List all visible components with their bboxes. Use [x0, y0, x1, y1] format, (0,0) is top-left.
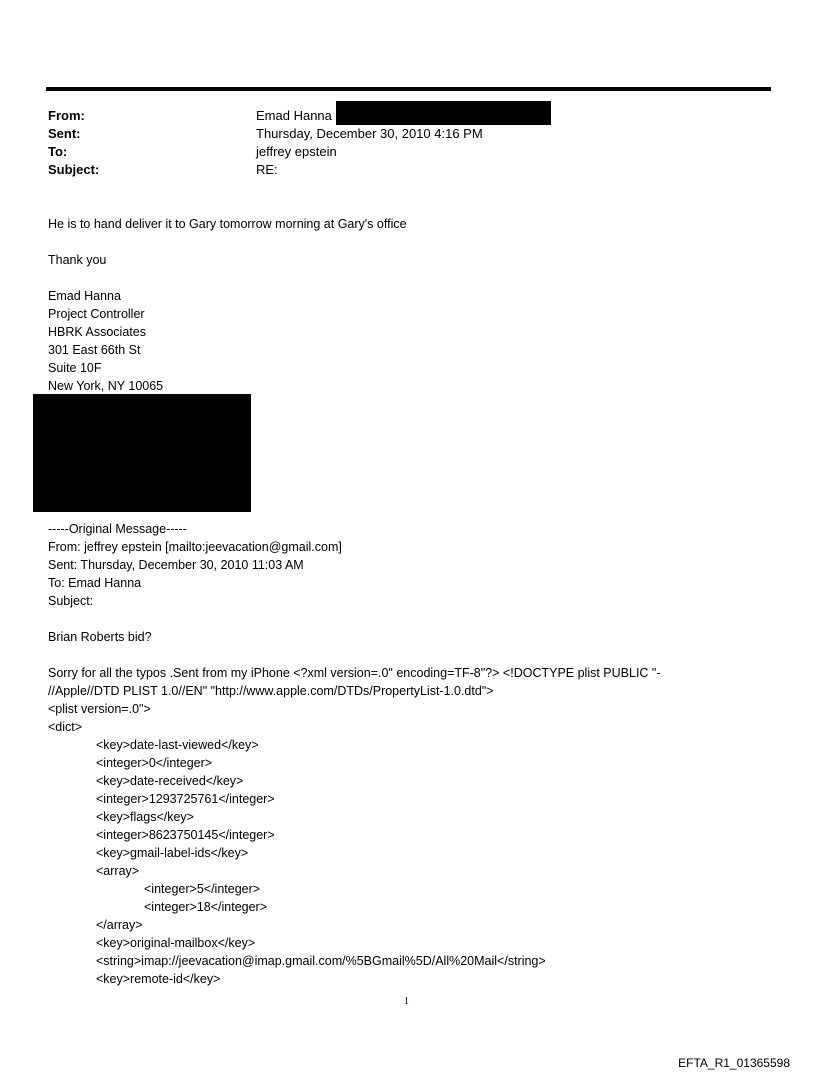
original-to: To: Emad Hanna — [48, 576, 142, 590]
message-thanks: Thank you — [48, 253, 107, 267]
bates-number: EFTA_R1_01365598 — [678, 1056, 790, 1070]
redaction-block — [33, 394, 251, 512]
plist-key: <key>date-received</key> — [96, 774, 244, 788]
plist-line-4: <dict> — [48, 720, 83, 734]
header-rule — [46, 87, 771, 91]
signature-name: Emad Hanna — [48, 289, 121, 303]
plist-value: <integer>8623750145</integer> — [96, 828, 275, 842]
original-sent: Sent: Thursday, December 30, 2010 11:03 AM — [48, 558, 304, 572]
signature-title: Project Controller — [48, 307, 145, 321]
plist-key: <key>original-mailbox</key> — [96, 936, 256, 950]
plist-value: <integer>1293725761</integer> — [96, 792, 275, 806]
plist-array-close: </array> — [96, 918, 143, 932]
plist-value: <integer>0</integer> — [96, 756, 213, 770]
plist-value: <string>imap://jeevacation@imap.gmail.com/%5BGmail%5D/All%20Mail</string> — [96, 954, 546, 968]
from-value: Emad Hanna — [256, 108, 332, 123]
original-body: Brian Roberts bid? — [48, 630, 152, 644]
signature-city: New York, NY 10065 — [48, 379, 164, 393]
plist-array-open: <array> — [96, 864, 140, 878]
signature-company: HBRK Associates — [48, 325, 146, 339]
original-separator: -----Original Message----- — [48, 522, 187, 536]
plist-line-1: Sorry for all the typos .Sent from my iPhone <?xml version=.0" encoding=TF-8"?> <!DOCTYPE plist PUBLIC "- — [48, 666, 661, 680]
plist-line-3: <plist version=.0"> — [48, 702, 151, 716]
signature-address1: 301 East 66th St — [48, 343, 141, 357]
sent-value: Thursday, December 30, 2010 4:16 PM — [256, 126, 483, 141]
plist-array-item: <integer>18</integer> — [144, 900, 268, 914]
page-number: 1 — [404, 996, 409, 1007]
subject-label: Subject: — [48, 162, 100, 177]
plist-key: <key>remote-id</key> — [96, 972, 221, 986]
sent-label: Sent: — [48, 126, 81, 141]
plist-array-item: <integer>5</integer> — [144, 882, 261, 896]
plist-key: <key>gmail-label-ids</key> — [96, 846, 249, 860]
message-line: He is to hand deliver it to Gary tomorrow morning at Gary's office — [48, 217, 407, 231]
plist-key: <key>flags</key> — [96, 810, 194, 824]
to-value: jeffrey epstein — [256, 144, 337, 159]
original-from: From: jeffrey epstein [mailto:jeevacation@gmail.com] — [48, 540, 342, 554]
original-subject: Subject: — [48, 594, 94, 608]
plist-key: <key>date-last-viewed</key> — [96, 738, 259, 752]
to-label: To: — [48, 144, 68, 159]
from-label: From: — [48, 108, 85, 123]
redaction-email — [336, 101, 551, 125]
subject-value: RE: — [256, 162, 278, 177]
plist-line-2: //Apple//DTD PLIST 1.0//EN" "http://www.apple.com/DTDs/PropertyList-1.0.dtd"> — [48, 684, 494, 698]
signature-address2: Suite 10F — [48, 361, 102, 375]
